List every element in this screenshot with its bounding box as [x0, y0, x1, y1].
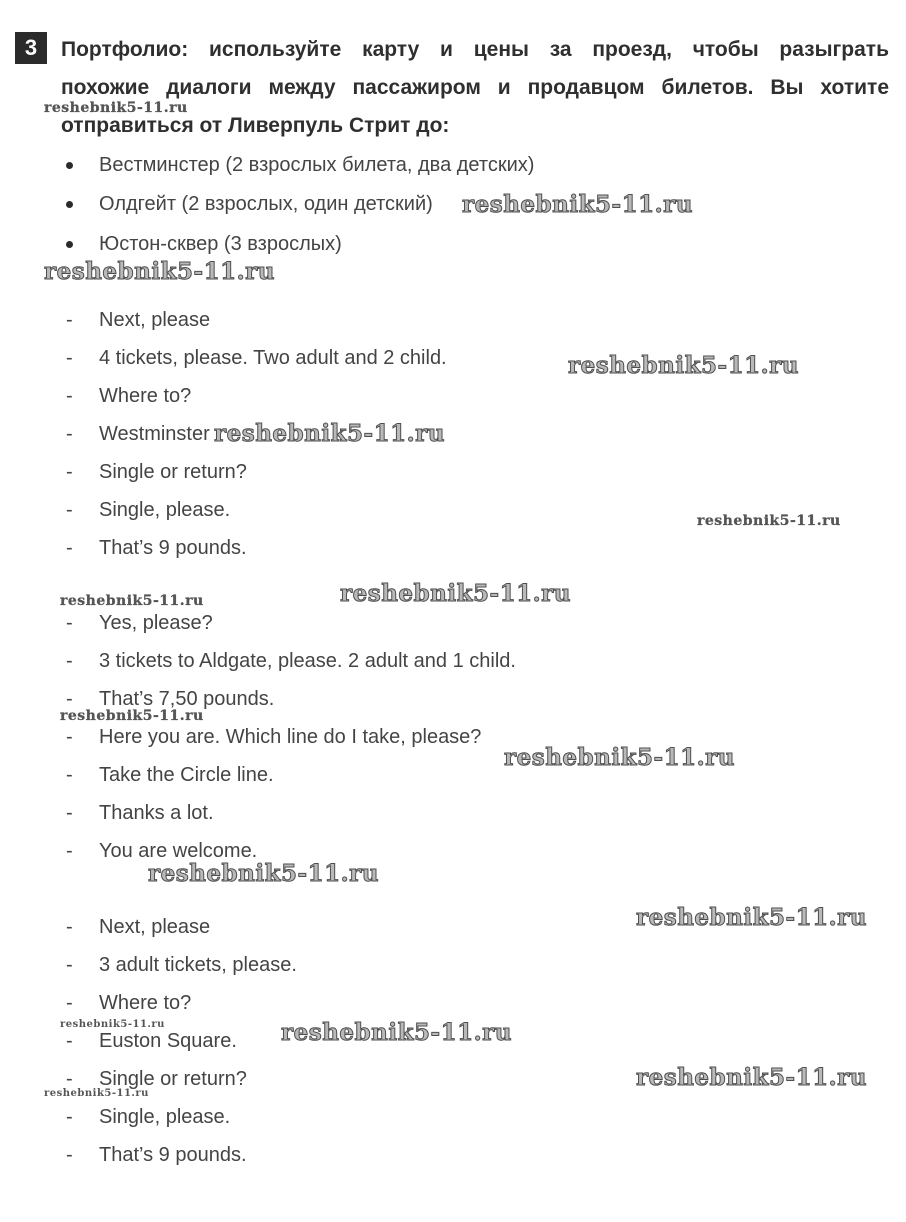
dialogue-text: Where to? — [99, 385, 192, 407]
dialogue-line — [0, 760, 906, 790]
dialogue-dash: - — [66, 1068, 73, 1090]
dialogue-dash: - — [66, 840, 73, 862]
dialogue-dash: - — [66, 802, 73, 824]
dialogue-dash: - — [66, 461, 73, 483]
watermark: reshebnik5-11.ru — [281, 1019, 512, 1046]
dialogue-line — [0, 457, 906, 487]
dialogue-line — [0, 495, 906, 525]
watermark: reshebnik5-11.ru — [568, 352, 799, 379]
watermark: reshebnik5-11.ru — [60, 1019, 165, 1030]
dialogue-dash: - — [66, 423, 73, 445]
dialogue-dash: - — [66, 499, 73, 521]
dialogue-text: Single or return? — [99, 461, 247, 483]
dialogue-text: Next, please — [99, 916, 211, 938]
bullet-icon — [66, 162, 73, 169]
watermark: reshebnik5-11.ru — [340, 580, 571, 607]
task-number-badge: 3 — [15, 32, 47, 64]
destination-text: Вестминстер (2 взрослых билета, два детских) — [99, 154, 535, 176]
dialogue-text: Westminster — [99, 423, 210, 445]
dialogue-dash: - — [66, 347, 73, 369]
dialogue-dash: - — [66, 537, 73, 559]
dialogue-line — [0, 533, 906, 563]
dialogue-text: Yes, please? — [99, 612, 213, 634]
dialogue-line — [0, 912, 906, 942]
dialogue-text: Euston Square. — [99, 1030, 237, 1052]
watermark: reshebnik5-11.ru — [636, 904, 867, 931]
dialogue-line — [0, 305, 906, 335]
task-title-line-3: отправиться от Ливерпуль Стрит до: — [61, 114, 450, 137]
watermark: reshebnik5-11.ru — [636, 1064, 867, 1091]
dialogue-text: That’s 9 pounds. — [99, 1144, 247, 1166]
dialogue-text: Thanks a lot. — [99, 802, 214, 824]
destination-list-item — [0, 229, 906, 259]
bullet-icon — [66, 241, 73, 248]
dialogue-text: 3 adult tickets, please. — [99, 954, 297, 976]
watermark: reshebnik5-11.ru — [60, 593, 204, 609]
destination-text: Олдгейт (2 взрослых, один детский) — [99, 193, 433, 215]
watermark: reshebnik5-11.ru — [697, 513, 841, 529]
dialogue-text: That’s 7,50 pounds. — [99, 688, 275, 710]
watermark: reshebnik5-11.ru — [504, 744, 735, 771]
dialogue-dash: - — [66, 726, 73, 748]
dialogue-line — [0, 684, 906, 714]
dialogue-text: That’s 9 pounds. — [99, 537, 247, 559]
dialogue-dash: - — [66, 1106, 73, 1128]
dialogue-line — [0, 419, 906, 449]
watermark: reshebnik5-11.ru — [44, 258, 275, 285]
dialogue-dash: - — [66, 764, 73, 786]
dialogue-line — [0, 1064, 906, 1094]
dialogue-line — [0, 646, 906, 676]
dialogue-text: You are welcome. — [99, 840, 258, 862]
dialogue-line — [0, 343, 906, 373]
dialogue-line — [0, 1140, 906, 1170]
bullet-icon — [66, 201, 73, 208]
dialogue-line — [0, 1102, 906, 1132]
dialogue-text: 3 tickets to Aldgate, please. 2 adult and 1 child. — [99, 650, 516, 672]
watermark: reshebnik5-11.ru — [60, 708, 204, 724]
dialogue-dash: - — [66, 385, 73, 407]
dialogue-dash: - — [66, 650, 73, 672]
dialogue-line — [0, 836, 906, 866]
dialogue-dash: - — [66, 1144, 73, 1166]
destination-text: Юстон-сквер (3 взрослых) — [99, 233, 342, 255]
dialogue-text: Next, please — [99, 309, 211, 331]
dialogue-dash: - — [66, 1030, 73, 1052]
dialogue-line — [0, 381, 906, 411]
dialogue-text: Take the Circle line. — [99, 764, 274, 786]
dialogue-text: Single or return? — [99, 1068, 247, 1090]
dialogue-line — [0, 608, 906, 638]
dialogue-dash: - — [66, 688, 73, 710]
dialogue-text: Where to? — [99, 992, 192, 1014]
dialogue-line — [0, 722, 906, 752]
destination-list-item — [0, 189, 906, 219]
task-title-line-2: похожие диалоги между пассажиром и продавцом билетов. Вы хотите — [61, 76, 889, 99]
task-title-line-1: Портфолио: используйте карту и цены за проезд, чтобы разыграть — [61, 38, 889, 61]
dialogue-dash: - — [66, 992, 73, 1014]
watermark: reshebnik5-11.ru — [462, 191, 693, 218]
dialogue-dash: - — [66, 916, 73, 938]
dialogue-dash: - — [66, 954, 73, 976]
dialogue-dash: - — [66, 612, 73, 634]
dialogue-text: Here you are. Which line do I take, please? — [99, 726, 482, 748]
destination-list-item — [0, 150, 906, 180]
watermark: reshebnik5-11.ru — [214, 420, 445, 447]
dialogue-dash: - — [66, 309, 73, 331]
dialogue-text: Single, please. — [99, 1106, 231, 1128]
dialogue-line — [0, 988, 906, 1018]
watermark: reshebnik5-11.ru — [44, 1088, 149, 1099]
dialogue-line — [0, 1026, 906, 1056]
watermark: reshebnik5-11.ru — [44, 100, 188, 116]
dialogue-line — [0, 798, 906, 828]
dialogue-text: Single, please. — [99, 499, 231, 521]
dialogue-text: 4 tickets, please. Two adult and 2 child. — [99, 347, 447, 369]
dialogue-line — [0, 950, 906, 980]
watermark: reshebnik5-11.ru — [148, 860, 379, 887]
